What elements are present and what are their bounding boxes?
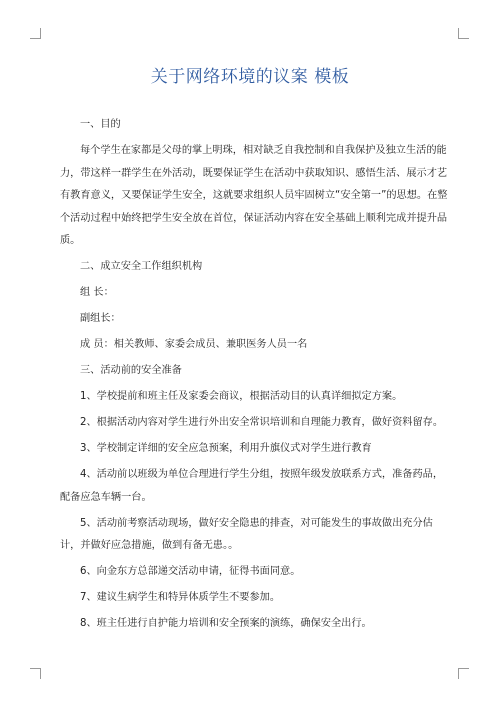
prep-item-1: 1、学校提前和班主任及家委会商议，根据活动目的认真详细拟定方案。 bbox=[80, 391, 403, 402]
prep-item-3: 3、学校制定详细的安全应急预案，利用升旗仪式对学生进行教育 bbox=[80, 443, 372, 454]
crop-mark-top-right bbox=[458, 28, 469, 39]
leader-line: 组 长： bbox=[80, 287, 114, 298]
section-heading-preparation: 三、活动前的安全准备 bbox=[80, 365, 182, 376]
document-body bbox=[60, 114, 450, 639]
document-title: 关于网络环境的议案 模板 bbox=[150, 67, 350, 87]
crop-mark-bottom-left bbox=[30, 668, 41, 679]
section-heading-purpose: 一、目的 bbox=[80, 119, 121, 130]
section-heading-organization: 二、成立安全工作组织机构 bbox=[80, 261, 203, 272]
prep-item-6: 6、向金东方总部递交活动申请，征得书面同意。 bbox=[80, 566, 301, 577]
prep-item-2: 2、根据活动内容对学生进行外出安全常识培训和自理能力教育，做好资料留存。 bbox=[80, 417, 444, 428]
prep-item-8: 8、班主任进行自护能力培训和安全预案的演练，确保安全出行。 bbox=[80, 618, 372, 629]
purpose-paragraph: 每个学生在家都是父母的掌上明珠，相对缺乏自我控制和自我保护及独立生活的能力，带这样一群学生在外活动，既要保证学生在活动中获取知识、感悟生活、展示才艺有教育意义，又要保证学生安全，这就要求组织人员牢固树立“安全第一”的思想。在整个活动过程中始终把学生安全放在首位，保证活动内容在安全基础上顺利完成并提升品质。 bbox=[60, 145, 448, 246]
prep-item-5: 5、活动前考察活动现场，做好安全隐患的排查，对可能发生的事故做出充分估计，并做好应急措施，做到有备无患。。 bbox=[60, 517, 433, 551]
members-line: 成 员：相关教师、家委会成员、兼职医务人员一名 bbox=[80, 339, 308, 350]
crop-mark-top-left bbox=[30, 28, 41, 39]
vice-leader-line: 副组长： bbox=[80, 313, 121, 324]
crop-mark-bottom-right bbox=[458, 668, 469, 679]
prep-item-7: 7、建议生病学生和特异体质学生不要参加。 bbox=[80, 592, 281, 603]
prep-item-4: 4、活动前以班级为单位合理进行学生分组，按照年级发放联系方式，准备药品，配备应急车辆一台。 bbox=[60, 469, 444, 503]
